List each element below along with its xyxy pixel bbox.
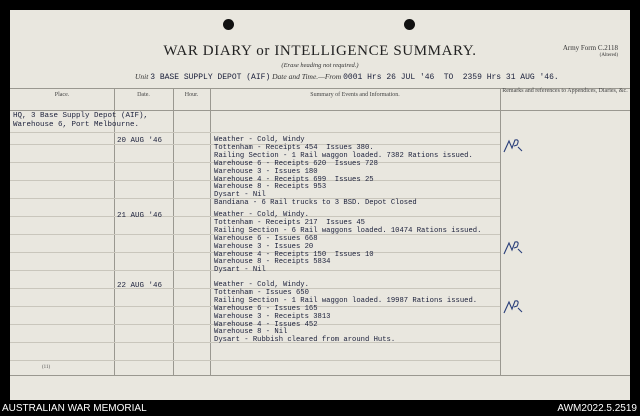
punch-hole-left: [223, 19, 234, 30]
entry-summary: Weather - Cold, Windy. Tottenham - Issues 650 Railing Section - 1 Rail waggon loaded. 19987 Rations issued. Warehouse 6 - Issues 165 Warehouse 3 - Receipts 3813 Warehouse 4 - Issues 452 Warehouse 8 - Nil Dysart - Rubbish cleared from around Huts.: [214, 281, 478, 345]
entry-date: 21 AUG '46: [117, 212, 163, 220]
punch-hole-right: [404, 19, 415, 30]
entry-summary: Weather - Cold, Windy. Tottenham - Receipts 217 Issues 45 Railing Section - 6 Rail waggons loaded. 10474 Rations issued. Warehouse 6 - Issues 668 Warehouse 3 - Issues 20 Warehouse 4 - Receipts 150 Issues 10 Warehouse 8 - Receipts 5834 Dysart - Nil: [214, 211, 482, 275]
from-value: 0001 Hrs 26 JUL '46: [343, 73, 435, 82]
handwritten-initials: [502, 138, 524, 154]
col-header-place: Place.: [54, 92, 70, 98]
unit-label: Unit: [135, 72, 149, 81]
col-header-summary: Summary of Events and Information.: [310, 92, 400, 98]
unit-line: [135, 72, 559, 82]
diary-table: [10, 88, 630, 376]
datetime-label: Date and Time.—From: [272, 72, 342, 81]
diary-page: [10, 10, 630, 400]
form-reference: [563, 44, 618, 60]
table-bottom-rule: [10, 375, 630, 376]
to-value: 2359 Hrs 31 AUG '46.: [462, 73, 559, 82]
entry-date: 20 AUG '46: [117, 137, 163, 145]
form-print-number: (11): [42, 365, 51, 370]
entry-date: 22 AUG '46: [117, 282, 163, 290]
col-header-hour: Hour.: [184, 92, 199, 98]
form-ref-note: (Altered): [599, 53, 618, 58]
col-header-remarks: Remarks and references to Appendices, Diaries, &c.: [502, 88, 628, 94]
col-header-date: Date.: [137, 92, 150, 98]
page-title: WAR DIARY or INTELLIGENCE SUMMARY.: [163, 43, 477, 59]
place-entry: HQ, 3 Base Supply Depot (AIF), Warehouse 6, Port Melbourne.: [13, 112, 149, 129]
archive-reference: AWM2022.5.2519: [557, 403, 637, 414]
entry-summary: Weather - Cold, Windy Tottenham - Receipts 454 Issues 380. Railing Section - 1 Rail waggon loaded. 7382 Rations issued. Warehouse 6 - Receipts 620 Issues 728 Warehouse 3 - Issues 180 Warehouse 4 - Receipts 699 Issues 25 Warehouse 8 - Receipts 953 Dysart - Nil Bandiana - 6 Rail trucks to 3 BSD. Depot Closed: [214, 136, 473, 208]
handwritten-initials: [502, 299, 524, 315]
header-bottom-rule: [10, 110, 630, 111]
unit-value: 3 BASE SUPPLY DEPOT (AIF): [150, 73, 271, 82]
page-subtitle: (Erase heading not required.): [281, 62, 359, 69]
to-label: TO: [443, 73, 454, 82]
ruled-line: [10, 360, 500, 361]
archive-caption: AUSTRALIAN WAR MEMORIAL: [2, 403, 147, 414]
form-ref-label: Army Form C.2118: [562, 44, 618, 52]
handwritten-initials: [502, 240, 524, 256]
ruled-line: [10, 132, 500, 133]
col-divider-summary: [500, 88, 501, 376]
